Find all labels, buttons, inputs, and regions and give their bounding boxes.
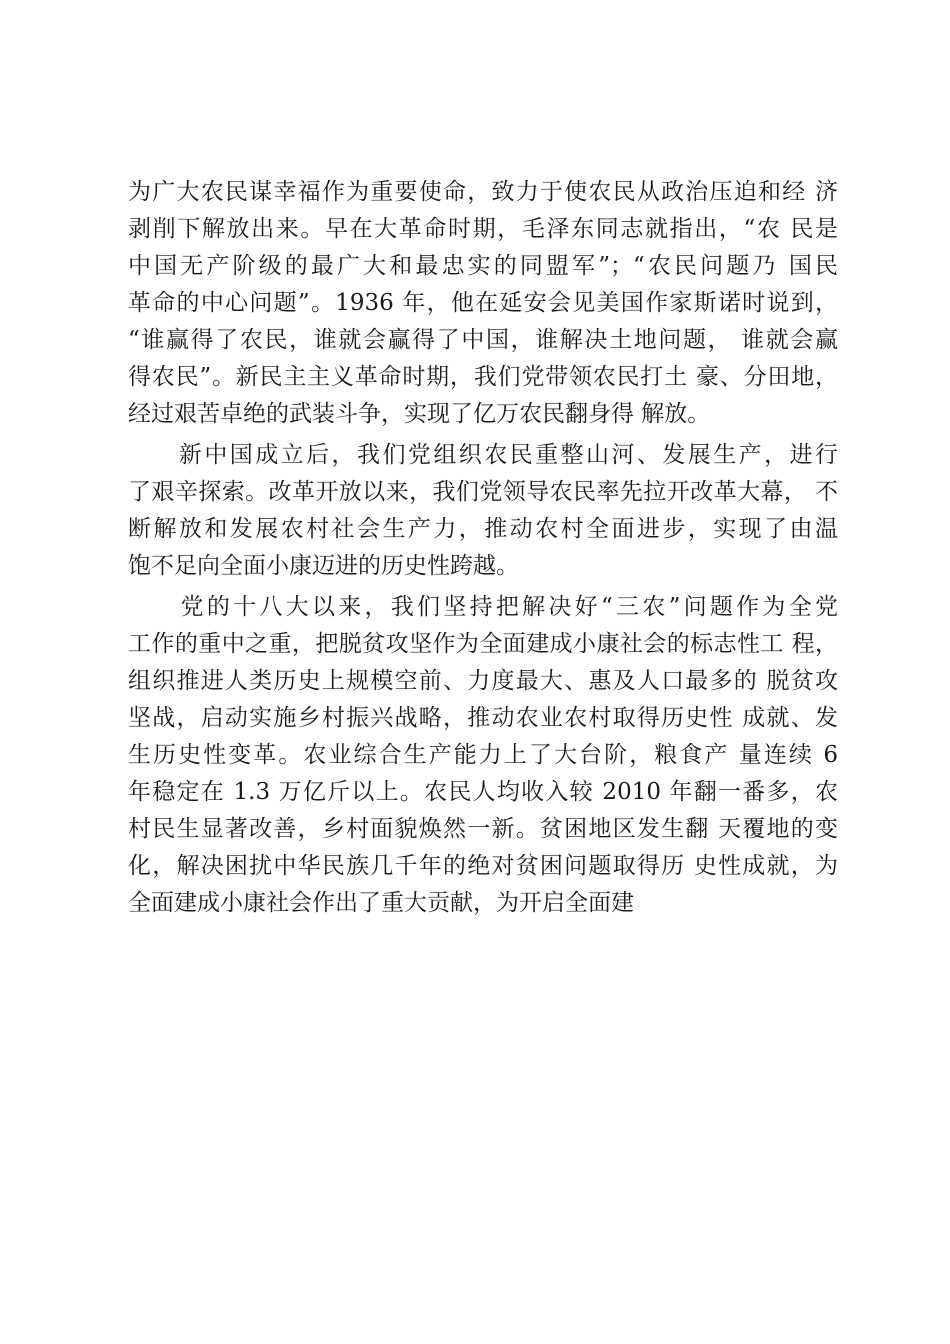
text-line: 为广大农民谋幸福作为重要使命，致力于使农民从政治压迫和经 济: [128, 179, 838, 205]
text-line: 革命的中心问题”。1936 年，他在延安会见美国作家斯诺时说到，: [128, 290, 838, 316]
text-line: 化，解决困扰中华民族几千年的绝对贫困问题取得历 史性成就，为: [128, 853, 838, 879]
text-line: 全面建成小康社会作出了重大贡献，为开启全面建: [128, 890, 634, 916]
paragraph-2: [128, 437, 838, 585]
text-line: 年稳定在 1.3 万亿斤以上。农民人均收入较 2010 年翻一番多，农: [128, 779, 838, 805]
text-line: 饱不足向全面小康迈进的历史性跨越。: [128, 553, 519, 579]
text-line: 中国无产阶级的最广大和最忠实的同盟军”；“农民问题乃 国民: [128, 253, 838, 279]
text-line: 组织推进人类历史上规模空前、力度最大、惠及人口最多的 脱贫攻: [128, 668, 838, 694]
text-line: 得农民”。新民主主义革命时期，我们党带领农民打土 豪、分田地，: [128, 364, 838, 390]
text-line: 剥削下解放出来。早在大革命时期，毛泽东同志就指出，“农 民是: [128, 216, 838, 242]
text-line: 新中国成立后，我们党组织农民重整山河、发展生产，进行: [128, 442, 838, 468]
text-line: 党的十八大以来，我们坚持把解决好“三农”问题作为全党: [128, 594, 838, 620]
paragraph-1: [128, 174, 838, 433]
text-line: 村民生显著改善，乡村面貌焕然一新。贫困地区发生翻 天覆地的变: [128, 816, 838, 842]
text-line: 工作的重中之重，把脱贫攻坚作为全面建成小康社会的标志性工 程，: [128, 631, 838, 657]
text-line: 坚战，启动实施乡村振兴战略，推动农业农村取得历史性 成就、发: [128, 705, 838, 731]
text-line: 断解放和发展农村社会生产力，推动农村全面进步，实现了由温: [128, 516, 838, 542]
text-line: “谁赢得了农民，谁就会赢得了中国，谁解决土地问题， 谁就会赢: [128, 327, 838, 353]
text-line: 生历史性变革。农业综合生产能力上了大台阶，粮食产 量连续 6: [128, 742, 838, 768]
body-text: [128, 174, 838, 922]
text-line: 经过艰苦卓绝的武装斗争，实现了亿万农民翻身得 解放。: [128, 401, 711, 427]
text-line: 了艰辛探索。改革开放以来，我们党领导农民率先拉开改革大幕， 不: [128, 479, 838, 505]
paragraph-3: [128, 589, 838, 922]
